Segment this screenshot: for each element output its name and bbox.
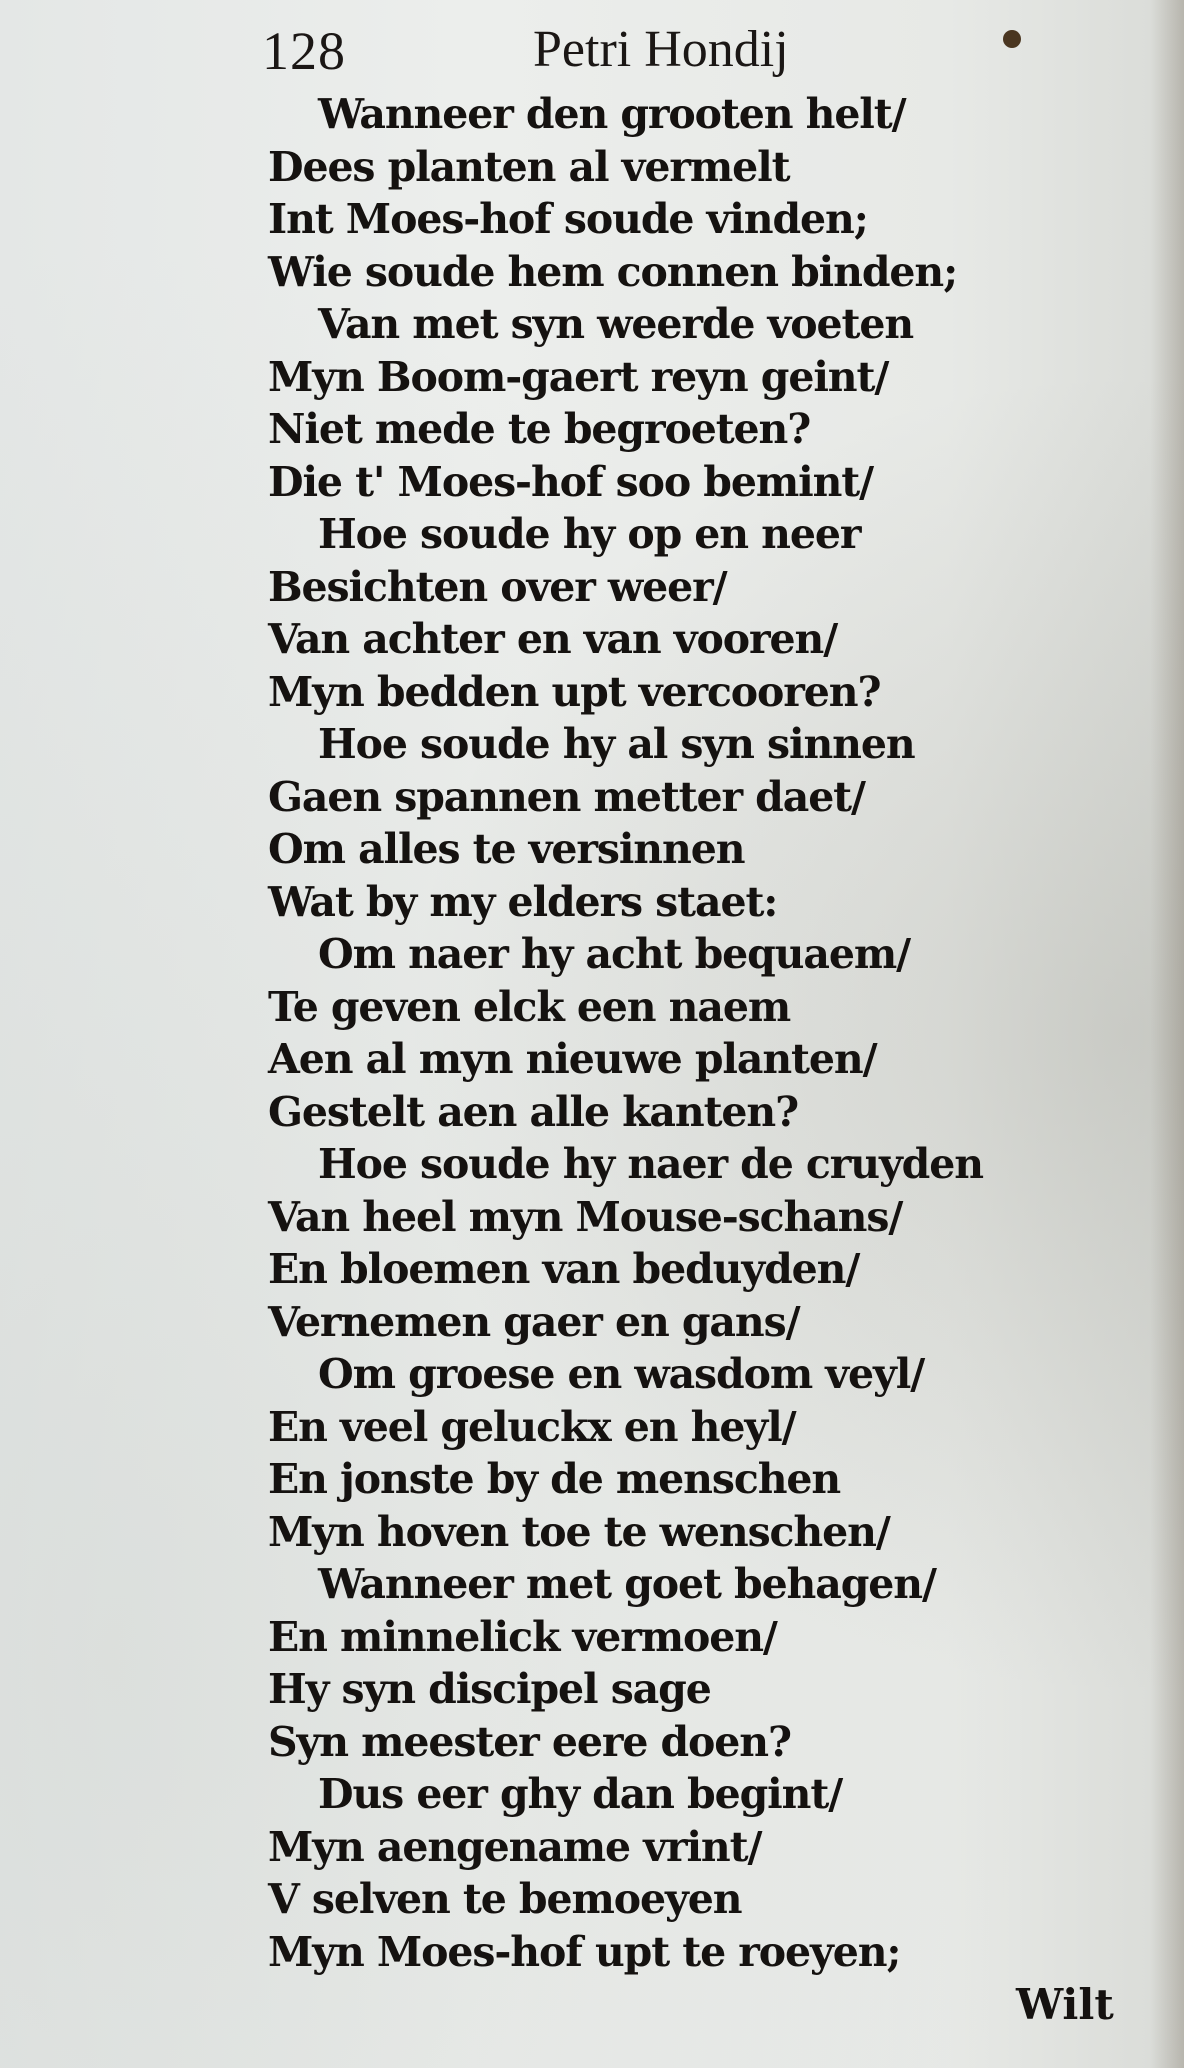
poem-line: Te geven elck een naem <box>268 982 791 1031</box>
poem-line: Dees planten al vermelt <box>268 142 790 191</box>
poem-line: Hoe soude hy al syn sinnen <box>318 720 915 768</box>
poem-line: Hoe soude hy naer de cruyden <box>318 1140 983 1188</box>
poem-body <box>0 88 1184 1978</box>
poem-line: Gaen spannen metter daet/ <box>268 772 865 821</box>
poem-line: Wat by my elders staet: <box>268 877 778 926</box>
running-title: Petri Hondij <box>533 21 789 78</box>
poem-line: Om alles te versinnen <box>268 825 745 873</box>
poem-line: Gestelt aen alle kanten? <box>268 1087 799 1136</box>
poem-line: Van achter en van vooren/ <box>268 615 838 663</box>
poem-line: En minnelick vermoen/ <box>268 1612 777 1661</box>
poem-line: Aen al myn nieuwe planten/ <box>268 1035 877 1083</box>
poem-line: Wanneer met goet behagen/ <box>318 1560 936 1608</box>
poem-line: Wie soude hem connen binden; <box>268 247 958 296</box>
poem-line: Myn Boom-gaert reyn geint/ <box>268 352 889 401</box>
poem-line: Wanneer den grooten helt/ <box>318 90 906 138</box>
poem-line: Die t' Moes-hof soo bemint/ <box>268 457 874 506</box>
poem-line: Dus eer ghy dan begint/ <box>318 1770 843 1818</box>
poem-line: Om naer hy acht bequaem/ <box>318 930 911 978</box>
poem-line: Van met syn weerde voeten <box>318 300 914 348</box>
poem-line: Om groese en wasdom veyl/ <box>318 1350 925 1398</box>
poem-line: Myn bedden upt vercooren? <box>268 667 881 716</box>
poem-line: Besichten over weer/ <box>268 562 727 611</box>
poem-line: Myn hoven toe te wenschen/ <box>268 1507 890 1556</box>
poem-line: Myn aengename vrint/ <box>268 1822 762 1871</box>
poem-line: V selven te bemoeyen <box>268 1875 742 1923</box>
poem-line: Syn meester eere doen? <box>268 1717 791 1766</box>
poem-line: En veel geluckx en heyl/ <box>268 1402 796 1451</box>
poem-line: Vernemen gaer en gans/ <box>268 1297 800 1346</box>
poem-line: Hy syn discipel sage <box>268 1665 711 1713</box>
page-number: 128 <box>262 21 346 81</box>
poem-line: Van heel myn Mouse-schans/ <box>268 1192 903 1241</box>
poem-line: En bloemen van beduyden/ <box>268 1245 860 1293</box>
poem-line: Int Moes-hof soude vinden; <box>268 195 868 243</box>
poem-line: Myn Moes-hof upt te roeyen; <box>268 1927 901 1976</box>
poem-line: Hoe soude hy op en neer <box>318 510 861 558</box>
catchword: Wilt <box>1016 1980 1114 2029</box>
ink-spot <box>1003 30 1021 48</box>
poem-line: Niet mede te begroeten? <box>268 405 811 453</box>
poem-line: En jonste by de menschen <box>268 1455 841 1503</box>
